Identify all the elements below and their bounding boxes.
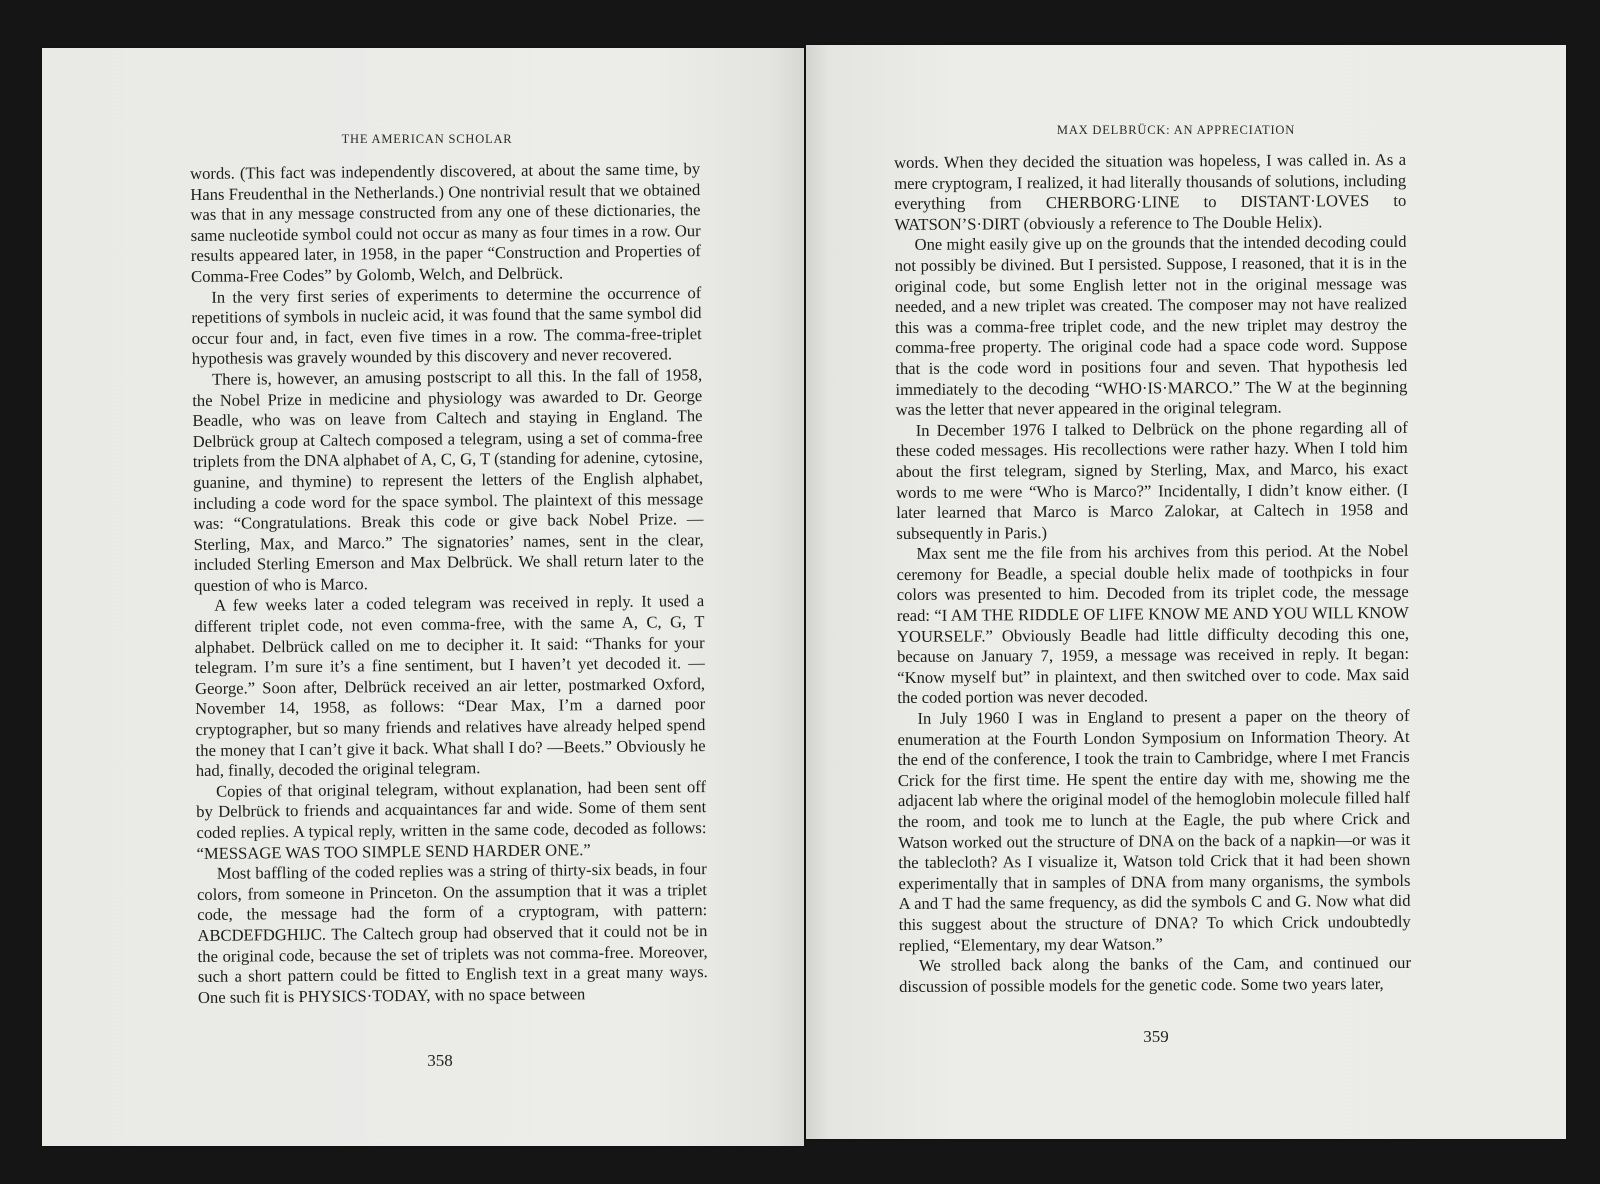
paragraph: Max sent me the file from his archives from this period. At the Nobel ceremony for Beadle, a special double helix made of toothpicks in four colors was presented to him. Decoded from its triplet code, the message read: “I AM THE RIDDLE OF LIFE KNOW ME AND YOU WILL KNOW YOURSELF.” Obviously Beadle had little difficulty decoding this one, because on January 7, 1959, a message was received in reply. It began: “Know myself but” in plaintext, and then switched over to code. Max said the coded portion was never decoded.: [896, 541, 1410, 708]
right-page: [806, 45, 1566, 1139]
paragraph: words. When they decided the situation was hopeless, I was called in. As a mere cryptogram, I realized, it had literally thousands of solutions, including everything from CHERBORG·LINE to DISTANT·LOVES to WATSON’S·DIRT (obviously a reference to The Double Helix).: [894, 149, 1407, 234]
paragraph: In December 1976 I talked to Delbrück on the phone regarding all of these coded messages. His recollections were rather hazy. When I told him about the first telegram, signed by Sterling, Max, and Marco, his exact words to me were “Who is Marco?” Incidentally, I didn’t know either. (I later learned that Marco is Marco Zalokar, at Caltech in 1958 and subsequently in Paris.): [895, 417, 1409, 543]
paragraph: In July 1960 I was in England to present a paper on the theory of enumeration at the Fourth London Symposium on Information Theory. At the end of the conference, I took the train to Cambridge, where I met Francis Crick for the first time. He spent the entire day with me, showing me the adjacent lab where the original model of the hemoglobin molecule filled half the room, and took me to lunch at the Eagle, the pub where Crick and Watson worked out the structure of DNA on the back of a napkin—or was it the tablecloth? As I visualize it, Watson told Crick that it had been shown experimentally that in samples of DNA from many organisms, the symbols A and T had the same frequency, as did the symbols C and G. Now what did this suggest about the structure of DNA? To which Crick undoubtedly replied, “Elementary, my dear Watson.”: [897, 705, 1411, 955]
paragraph: Copies of that original telegram, without explanation, had been sent off by Delbrück to friends and acquaintances far and wide. Some of them sent coded replies. A typical reply, written in the same code, decoded as follows: “MESSAGE WAS TOO SIMPLE SEND HARDER ONE.”: [196, 776, 707, 863]
page-number: 359: [1143, 1027, 1169, 1046]
running-head: THE AMERICAN SCHOLAR: [341, 132, 513, 146]
paragraph: There is, however, an amusing postscript to all this. In the fall of 1958, the Nobel Prize in medicine and physiology was awarded to Dr. George Beadle, who was on leave from Caltech and staying in England. The Delbrück group at Caltech composed a telegram, using a set of comma-free triplets from the DNA alphabet of A, C, G, T (standing for adenine, cytosine, guanine, and thymine) to represent the letters of the English alphabet, including a code word for the space symbol. The plaintext of this message was: “Congratulations. Break this code or give back Nobel Prize. —Sterling, Max, and Marco.” The signatories’ names, sent in the clear, included Sterling Emerson and Max Delbrück. We shall return later to the question of who is Marco.: [192, 365, 704, 595]
page-number: 358: [427, 1051, 453, 1070]
body-text: [894, 150, 1411, 997]
running-head: MAX DELBRÜCK: AN APPRECIATION: [1056, 123, 1296, 137]
paragraph: One might easily give up on the grounds that the intended decoding could not possibly be divined. But I persisted. Suppose, I reasoned, that it is in the original code, but some English letter not in the original message was needed, and a new triplet was created. The composer may not have realized this was a comma-free triplet code, and the new triplet may destroy the comma-free property. The original code had a space code word. Suppose that is the code word in positions four and seven. That hypothesis led immediately to the decoding “WHO·IS·MARCO.” The W at the beginning was the letter that never appeared in the original telegram.: [894, 232, 1408, 420]
paragraph: Most baffling of the coded replies was a string of thirty-six beads, in four colors, from someone in Princeton. On the assumption that it was a triplet code, the message had the form of a cryptogram, with pattern: ABCDEFDGHIJC. The Caltech group had observed that it could not be in the original code, because the set of triplets was not comma-free. Moreover, such a short pattern could be fitted to English text in a great many ways. One such fit is PHYSICS·TODAY, with no space between: [196, 859, 708, 1007]
left-page: [42, 48, 804, 1146]
paragraph: In the very first series of experiments to determine the occurrence of repetitions of symbols in nucleic acid, it was found that the same symbol did occur four and, in fact, even five times in a row. The comma-free-triplet hypothesis was gravely wounded by this discovery and never recovered.: [191, 282, 702, 369]
paragraph: We strolled back along the banks of the Cam, and continued our discussion of possible models for the genetic code. Some two years later,: [899, 953, 1412, 996]
paragraph: words. (This fact was independently discovered, at about the same time, by Hans Freudenthal in the Netherlands.) One nontrivial result that we obtained was that in any message constructed from any one of these dictionaries, the same nucleotide symbol could not occur as many as four times in a row. Our results appeared later, in 1958, in the paper “Construction and Properties of Comma-Free Codes” by Golomb, Welch, and Delbrück.: [190, 159, 701, 286]
paragraph: A few weeks later a coded telegram was received in reply. It used a different triplet code, not even comma-free, with the same A, C, G, T alphabet. Delbrück called on me to decipher it. It said: “Thanks for your telegram. I’m sure it’s a fine sentiment, but I haven’t yet decoded it. —George.” Soon after, Delbrück received an air letter, postmarked Oxford, November 14, 1958, as follows: “Dear Max, I’m a darned poor cryptographer, but so many friends and relatives have already helped spend the money that I can’t give it back. What shall I do? —Beets.” Obviously he had, finally, decoded the original telegram.: [194, 591, 706, 781]
body-text: [190, 159, 708, 1008]
